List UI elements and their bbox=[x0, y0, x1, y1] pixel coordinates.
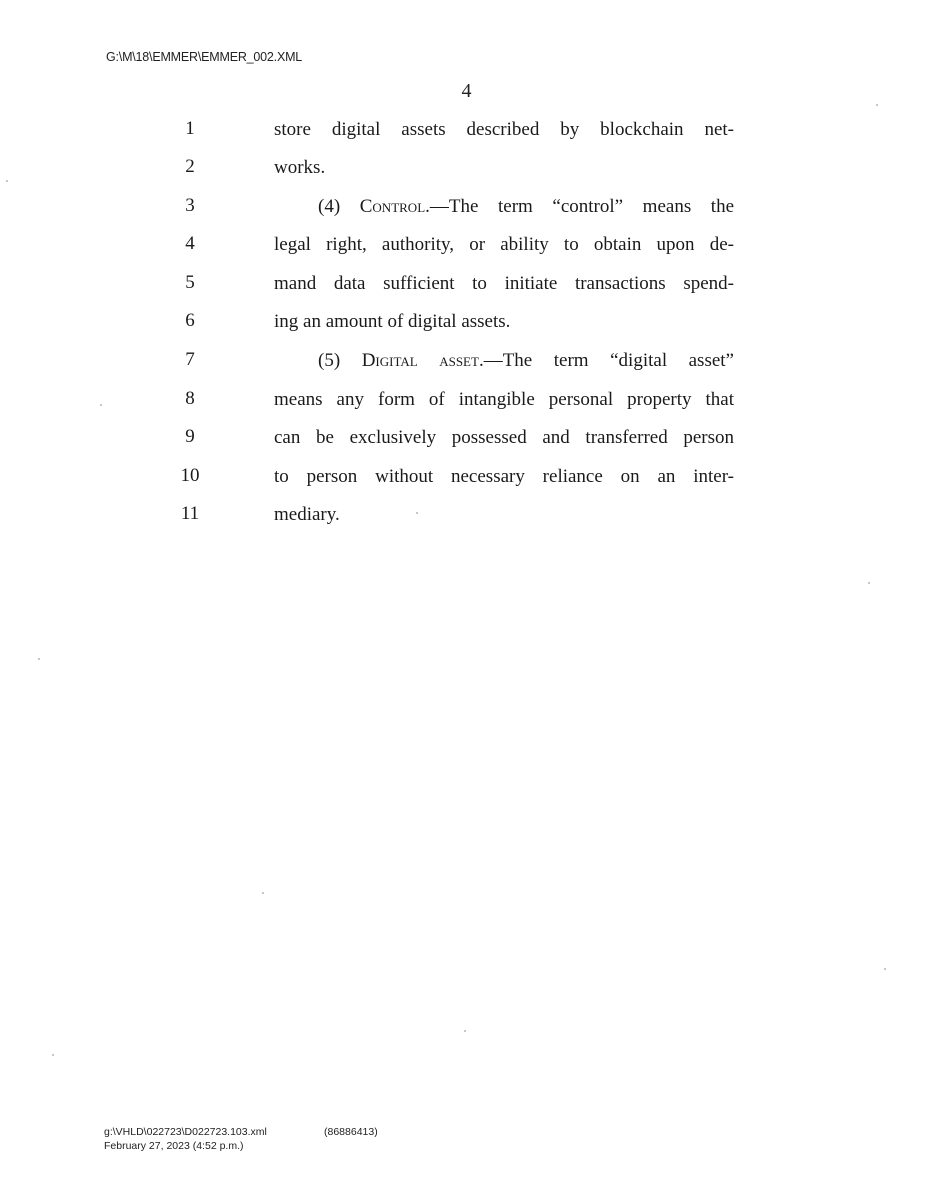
text-line bbox=[0, 420, 933, 458]
scan-speck bbox=[52, 1054, 54, 1056]
text-line bbox=[0, 189, 933, 227]
scan-speck bbox=[262, 892, 264, 894]
paragraph-number: (4) bbox=[318, 196, 360, 217]
line-number: 9 bbox=[185, 426, 195, 447]
line-text bbox=[274, 349, 734, 373]
line-number: 8 bbox=[185, 388, 195, 409]
scan-speck bbox=[464, 1030, 466, 1032]
page-number: 4 bbox=[461, 80, 472, 102]
scan-speck bbox=[100, 404, 102, 406]
text-line bbox=[0, 266, 933, 304]
footer-date: February 27, 2023 (4:52 p.m.) bbox=[104, 1140, 244, 1152]
line-number: 1 bbox=[185, 118, 195, 139]
line-text: to person without necessary reliance on an inter- bbox=[274, 466, 734, 487]
header-file-path: G:\M\18\EMMER\EMMER_002.XML bbox=[106, 50, 303, 64]
line-text: mediary. bbox=[274, 504, 340, 525]
line-text: means any form of intangible personal property that bbox=[274, 389, 734, 410]
text-line bbox=[0, 112, 933, 150]
definition-text: .—The term “control” means the bbox=[425, 196, 735, 217]
line-number: 3 bbox=[185, 195, 195, 216]
line-number: 4 bbox=[185, 233, 195, 254]
line-text: ing an amount of digital assets. bbox=[274, 311, 511, 332]
scan-speck bbox=[416, 512, 418, 514]
text-line bbox=[0, 150, 933, 188]
text-line bbox=[0, 227, 933, 265]
line-text bbox=[274, 195, 734, 219]
text-line bbox=[0, 304, 933, 342]
line-number: 2 bbox=[185, 156, 195, 177]
scan-speck bbox=[884, 968, 886, 970]
scan-speck bbox=[876, 104, 878, 106]
text-line bbox=[0, 497, 933, 535]
text-line bbox=[0, 459, 933, 497]
line-number: 5 bbox=[185, 272, 195, 293]
definition-heading: Control bbox=[359, 196, 426, 217]
line-text: store digital assets described by blockchain net- bbox=[274, 119, 734, 140]
text-line bbox=[0, 343, 933, 381]
line-number: 7 bbox=[185, 349, 195, 370]
line-number: 6 bbox=[185, 310, 195, 331]
footer-file-path: g:\VHLD\022723\D022723.103.xml bbox=[104, 1126, 267, 1138]
line-text: mand data sufficient to initiate transactions spend- bbox=[274, 273, 734, 294]
text-line bbox=[0, 382, 933, 420]
definition-heading: Digital asset bbox=[361, 350, 479, 371]
scan-speck bbox=[6, 180, 8, 182]
paragraph-number: (5) bbox=[318, 350, 362, 371]
line-number: 11 bbox=[180, 503, 200, 524]
definition-text: .—The term “digital asset” bbox=[478, 350, 734, 371]
line-text: works. bbox=[274, 157, 326, 178]
line-text: can be exclusively possessed and transferred person bbox=[274, 427, 734, 448]
footer bbox=[104, 1125, 378, 1153]
line-text: legal right, authority, or ability to obtain upon de- bbox=[274, 234, 734, 255]
footer-doc-code: (86886413) bbox=[324, 1126, 378, 1138]
scan-speck bbox=[38, 658, 40, 660]
scan-speck bbox=[868, 582, 870, 584]
line-number: 10 bbox=[180, 465, 200, 486]
